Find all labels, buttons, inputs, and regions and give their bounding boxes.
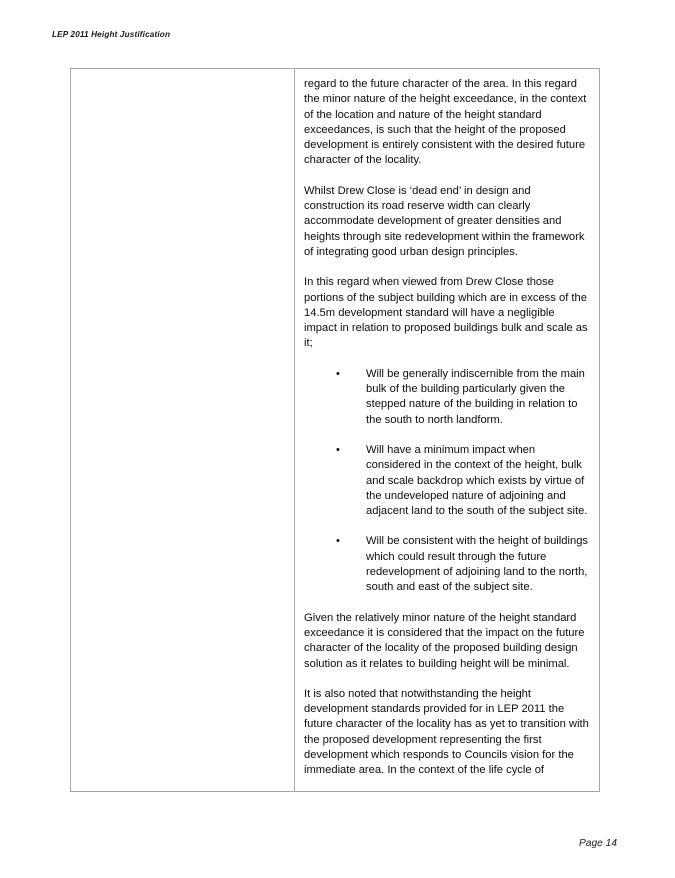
list-item-text: Will have a minimum impact when considered in the context of the height, bulk and scale backdrop which exists by virtue of the undeveloped nature of adjoining and adjacent land to the south of the subject site. xyxy=(366,443,588,518)
cell-overflow-clip xyxy=(295,69,599,791)
paragraph: It is also noted that notwithstanding the height development standards provided for in LEP 2011 the future character of the locality has as yet to transition with the proposed development representing the first development which responds to Councils vision for the immediate area. In the context of the life cycle of xyxy=(304,687,589,777)
list-item-text: Will be generally indiscernible from the main bulk of the building particularly given the stepped nature of the building in relation to the south to north landform. xyxy=(366,367,585,426)
list-item xyxy=(304,443,590,519)
list-item xyxy=(304,367,590,428)
list-item-text: Will be consistent with the height of buildings which could result through the future redevelopment of adjoining land to the north, south and east of the subject site. xyxy=(366,535,589,594)
paragraph: Whilst Drew Close is ‘dead end’ in design and construction its road reserve width can clearly accommodate development of greater densities and heights through site redevelopment within the framework of integrating good urban design principles. xyxy=(304,184,585,258)
bullet-point-icon: • xyxy=(336,443,340,456)
paragraph: In this regard when viewed from Drew Close those portions of the subject building which are in excess of the 14.5m development standard will have a negligible impact in relation to proposed buildings bulk and scale as it; xyxy=(304,276,588,350)
paragraph: Given the relatively minor nature of the height standard exceedance it is considered that the impact on the future character of the locality of the proposed building design solution as it relates to building height will be minimal. xyxy=(304,611,585,670)
document-footer-page-number: Page 14 xyxy=(579,838,617,849)
bullet-list xyxy=(304,367,590,596)
content-table xyxy=(70,68,600,792)
cell-body xyxy=(295,69,599,779)
bullet-point-icon: • xyxy=(336,367,340,380)
bullet-point-icon: • xyxy=(336,535,340,548)
table-cell-right-text xyxy=(295,69,600,792)
document-header-title: LEP 2011 Height Justification xyxy=(52,30,171,39)
paragraph: regard to the future character of the area. In this regard the minor nature of the height exceedance, in the context of the location and nature of the height standard exceedances, is such that the height of the proposed development is entirely consistent with the desired future character of the locality. xyxy=(304,78,587,167)
table-cell-left-empty xyxy=(71,69,295,792)
table-row xyxy=(71,69,600,792)
list-item xyxy=(304,534,590,595)
